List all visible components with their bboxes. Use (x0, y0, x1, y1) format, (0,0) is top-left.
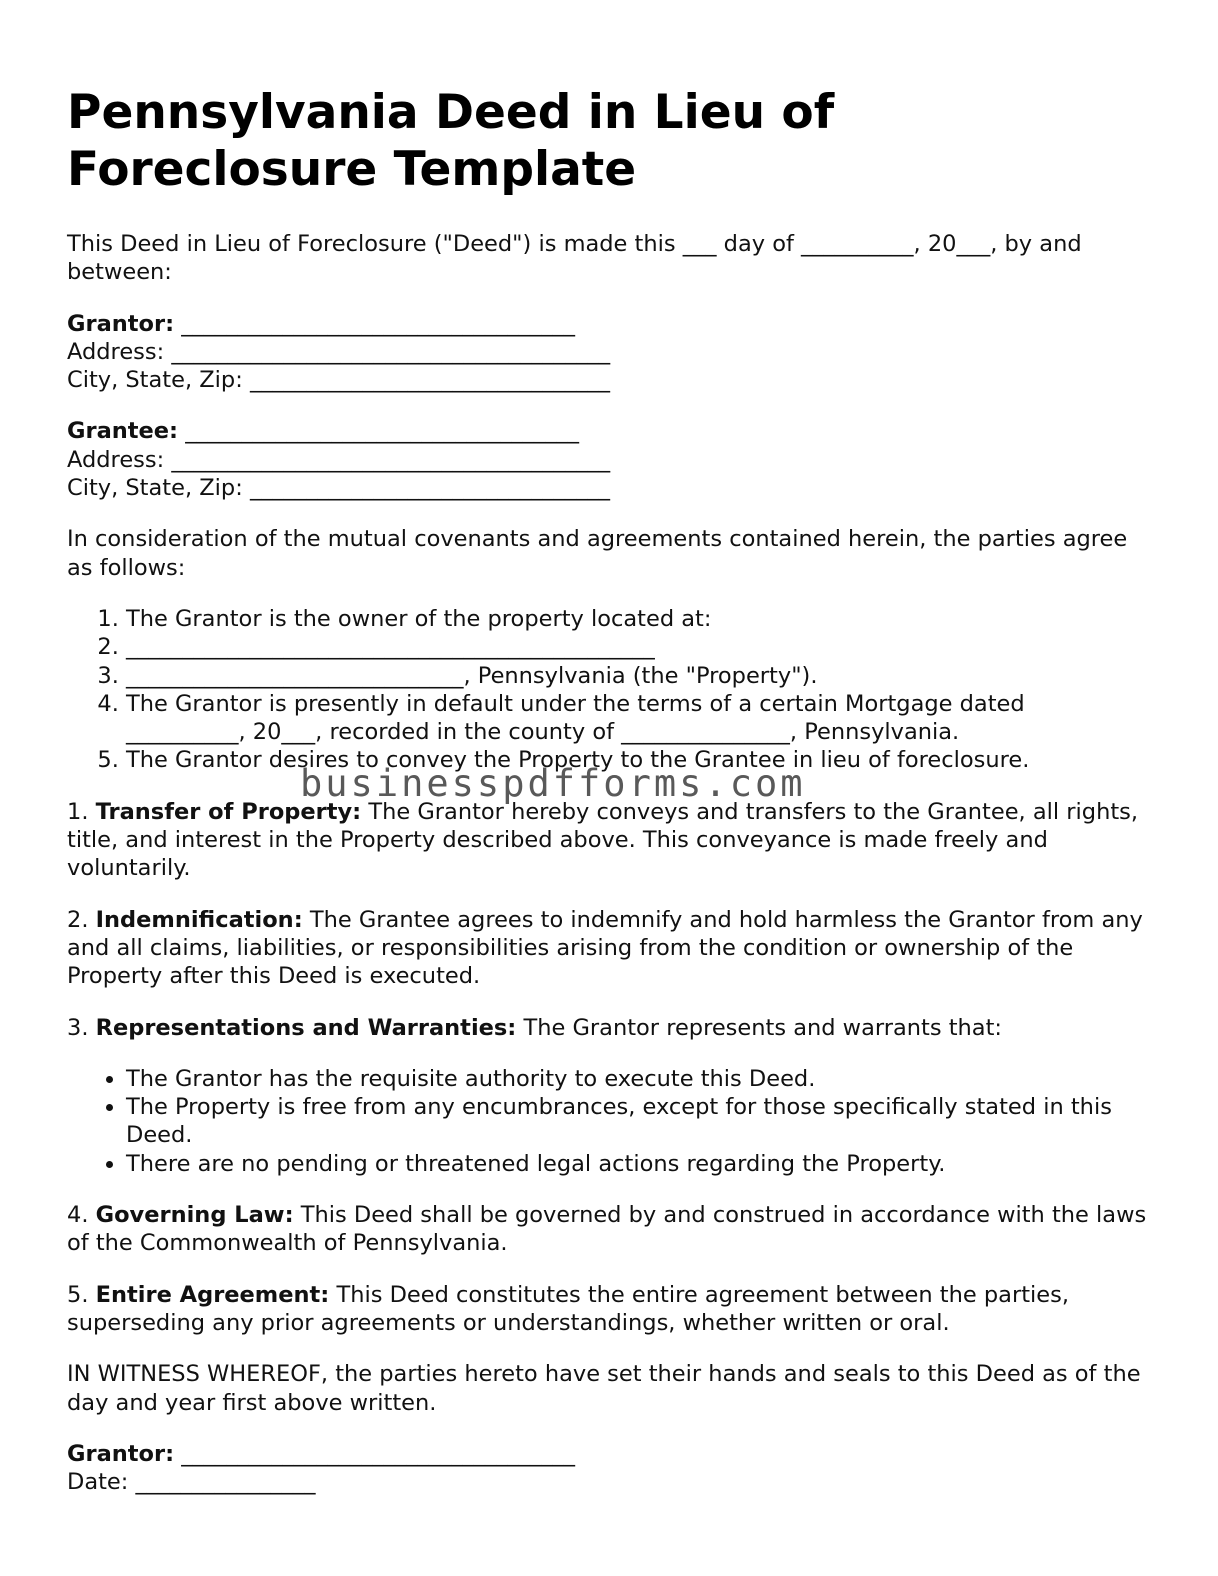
signature-grantor-blank: ___________________________________ (174, 1440, 575, 1467)
section-number: 2. (67, 906, 89, 933)
witness-paragraph: IN WITNESS WHEREOF, the parties hereto have set their hands and seals to this Deed as of the day and year first above written. (67, 1361, 1141, 1416)
grantor-block (67, 310, 1147, 395)
watermark: businesspdfforms.com (300, 762, 806, 805)
section-entire-agreement (67, 1281, 1147, 1338)
list-item: 5. The Grantor desires to convey the Property to the Grantee in lieu of foreclosure. (126, 746, 1147, 774)
signature-block (67, 1440, 1147, 1497)
grantor-name-line (67, 310, 1147, 338)
recitals-list (67, 605, 1147, 775)
signature-grantor-line (67, 1440, 1147, 1468)
section-number: 1. (67, 798, 89, 825)
section-heading: Transfer of Property: (95, 798, 362, 825)
grantee-city-line: City, State, Zip: ________________________________ (67, 475, 610, 502)
signature-date-line: Date: ________________ (67, 1469, 316, 1496)
section-heading: Entire Agreement: (95, 1281, 330, 1308)
grantee-name-line (67, 417, 1147, 445)
section-governing-law (67, 1201, 1147, 1258)
list-item: • The Grantor has the requisite authority to execute this Deed. (126, 1065, 1147, 1093)
list-item: 4. The Grantor is presently in default under the terms of a certain Mortgage dated __________, 20___, recorded in the county of _______________, Pennsylvania. (126, 690, 1147, 747)
document-title: Pennsylvania Deed in Lieu of Foreclosure Template (67, 85, 835, 197)
section-heading: Representations and Warranties: (95, 1014, 517, 1041)
grantor-label: Grantor: (67, 310, 175, 337)
section-text: The Grantee agrees to indemnify and hold harmless the Grantor from any and all claims, liabilities, or responsibilities arising from the condition or ownership of the Property after this Deed is executed. (67, 906, 1143, 990)
list-item: • There are no pending or threatened legal actions regarding the Property. (126, 1150, 1147, 1178)
grantor-name-blank: ___________________________________ (174, 310, 575, 337)
section-number: 5. (67, 1281, 89, 1308)
section-text: This Deed shall be governed by and construed in accordance with the laws of the Commonwealth of Pennsylvania. (67, 1202, 1147, 1257)
list-item: 2. _______________________________________________ (126, 633, 1147, 661)
section-heading: Indemnification: (95, 906, 303, 933)
section-text: This Deed constitutes the entire agreement between the parties, superseding any prior agreements or understandings, whether written or oral. (67, 1281, 1069, 1336)
grantee-address-line: Address: _______________________________________ (67, 446, 611, 473)
section-heading: Governing Law: (95, 1202, 294, 1229)
section-number: 4. (67, 1202, 89, 1229)
consideration-paragraph: In consideration of the mutual covenants and agreements contained herein, the parties agree as follows: (67, 526, 1128, 581)
section-number: 3. (67, 1014, 89, 1041)
list-item: • The Property is free from any encumbrances, except for those specifically stated in this Deed. (126, 1093, 1147, 1150)
intro-paragraph: This Deed in Lieu of Foreclosure ("Deed") is made this ___ day of __________, 20___, by and between: (67, 231, 1082, 286)
section-text: The Grantor represents and warrants that: (523, 1014, 1002, 1041)
grantee-label: Grantee: (67, 418, 179, 445)
list-item: 1. The Grantor is the owner of the property located at: (126, 605, 1147, 633)
section-text: The Grantor hereby conveys and transfers to the Grantee, all rights, title, and interest in the Property described above. This conveyance is made freely and voluntarily. (67, 798, 1139, 882)
section-transfer (67, 798, 1147, 883)
grantor-address-line: Address: _______________________________________ (67, 338, 611, 365)
grantee-block (67, 417, 1147, 502)
list-item: 3. ______________________________, Pennsylvania (the "Property"). (126, 662, 1147, 690)
signature-grantor-label: Grantor: (67, 1440, 175, 1467)
grantee-name-blank: ___________________________________ (178, 418, 579, 445)
warranties-list (67, 1065, 1147, 1178)
section-representations (67, 1014, 1147, 1042)
grantor-city-line: City, State, Zip: ________________________________ (67, 367, 610, 394)
section-indemnification (67, 906, 1147, 991)
